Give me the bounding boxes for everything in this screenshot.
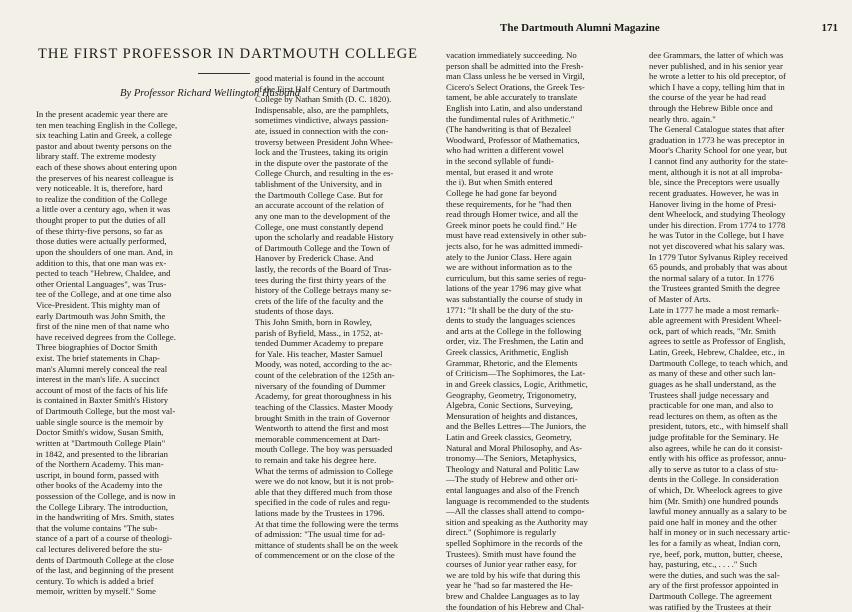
- text-line: Mensuration of heights and distances,: [446, 410, 578, 421]
- text-line: man Class unless he be versed in Virgil,: [446, 71, 585, 82]
- text-line: ary of the first professor appointed in: [649, 580, 779, 591]
- text-line: Latin and Greek classics, Geometry,: [446, 431, 572, 442]
- text-line: College Church, and resulting in the es-: [255, 168, 394, 179]
- text-line: read through Homer twice, and all the: [446, 209, 578, 220]
- magazine-name: The Dartmouth Alumni Magazine: [500, 22, 660, 34]
- text-line: Vice-President. This mighty man of: [36, 299, 161, 310]
- text-line: were we do not know, but it is not prob-: [255, 476, 394, 487]
- text-line: troversy between President John Whee-: [255, 136, 393, 147]
- text-line: dents to study the languages sciences: [446, 315, 576, 326]
- text-line: of Criticism—The Sophimores, the Lat-: [446, 368, 586, 379]
- text-line: possession of the College, and is now in: [36, 490, 176, 501]
- text-line: upon the scholarly and readable History: [255, 232, 394, 243]
- text-line: Doctor Smith's widow, Susan Smith,: [36, 427, 164, 438]
- text-line: Dartmouth College. The agreement: [649, 591, 772, 602]
- text-line: able agreement with President Wheel-: [649, 315, 782, 326]
- text-line: tended Dummer Academy to prepare: [255, 338, 384, 349]
- text-line: College he had gone far beyond: [446, 187, 557, 198]
- text-line: not yet discovered what his salary was.: [649, 240, 785, 251]
- text-line: and the Belles Lettres—The Juniors, the: [446, 421, 586, 432]
- text-line: was ratified by the Trustees at their: [649, 601, 772, 612]
- text-line: brew and Chaldee Languages as to lay: [446, 591, 580, 602]
- article-title: THE FIRST PROFESSOR IN DARTMOUTH COLLEGE: [38, 46, 419, 62]
- text-line: At that time the following were the terms: [255, 518, 399, 529]
- text-line: Theology and Natural and Politic Law: [446, 463, 580, 474]
- text-line: 1771: "It shall be the duty of the stu-: [446, 304, 574, 315]
- text-line: tament, be able accurately to translate: [446, 92, 578, 103]
- text-line: order, viz. The Freshmen, the Latin and: [446, 336, 584, 347]
- text-line: interest in the man's life. A succinct: [36, 374, 160, 385]
- text-line: The General Catalogue states that after: [649, 124, 785, 135]
- text-line: lastly, the records of the Board of Trus-: [255, 263, 392, 274]
- text-line: In 1779 Tutor Sylvanus Ripley received: [649, 251, 788, 262]
- text-line: pastor and about twenty persons on the: [36, 140, 172, 151]
- text-line: mouth College. The boy was persuaded: [255, 444, 393, 455]
- text-line: of Dartmouth College, but the most val-: [36, 406, 176, 417]
- text-line: we are told by his wife that during this: [446, 569, 581, 580]
- text-line: of Master of Arts.: [649, 294, 711, 305]
- text-line: half in money or in such necessary artic-: [649, 527, 791, 538]
- text-line: vacation immediately succeeding. No: [446, 50, 577, 60]
- text-line: first of the nine men of that name who: [36, 321, 170, 332]
- text-line: uscript, in bound form, passed with: [36, 469, 159, 480]
- text-line: for Yale. His teacher, Master Samuel: [255, 348, 383, 359]
- text-line: practicable for one man, and also to: [649, 400, 774, 411]
- text-line: courses of Junior year rather easy, for: [446, 559, 577, 570]
- text-column-2: [255, 73, 440, 561]
- text-line: Moor's Charity School for one year, but: [649, 145, 788, 156]
- text-line: Greek classics, Arithmetic, English: [446, 347, 569, 358]
- text-line: which I have a copy, telling him that in: [649, 81, 785, 92]
- text-line: these requirements, for he "had then: [446, 198, 572, 209]
- text-line: What the terms of admission to College: [255, 465, 394, 476]
- text-line: the normal salary of a tutor. In 1776: [649, 272, 774, 283]
- text-line: mittance of students shall be on the week: [255, 539, 399, 550]
- text-line: recent graduates. However, he was in: [649, 187, 779, 198]
- text-line: stance of a part of a course of theologi-: [36, 533, 173, 544]
- text-line: dent Wheelock, and studying Theology: [649, 209, 786, 220]
- text-line: able that they differed much from those: [255, 486, 393, 497]
- text-line: Hanover living in the home of Presi-: [649, 198, 777, 209]
- text-line: College, one must constantly depend: [255, 221, 384, 232]
- text-line: sometimes vindictive, always passion-: [255, 115, 389, 126]
- text-line: lawful money annually as a salary to be: [649, 506, 787, 517]
- text-line: graduation in 1773 he was preceptor in: [649, 134, 785, 145]
- text-line: hay, pasturing, etc., . . . ." Such: [649, 559, 757, 570]
- text-line: Latin, Greek, Hebrew, Chaldee, etc., in: [649, 347, 785, 358]
- text-line: sition and speaking as the Authority may: [446, 516, 588, 527]
- text-line: ately to the Junior Class. Here again: [446, 251, 572, 262]
- text-line: College by Nathan Smith (D. C. 1820).: [255, 94, 392, 105]
- text-line: through the Hebrew Bible once and: [649, 103, 773, 114]
- text-line: Algebra, Conic Sections, Surveying,: [446, 400, 573, 411]
- text-line: rye, beef, pork, mutton, butter, cheese,: [649, 548, 783, 559]
- text-line: the Dartmouth College Case. But for: [255, 189, 383, 200]
- text-line: tee of the College, and at one time also: [36, 289, 172, 300]
- text-line: ble, since the Preceptors were usually: [649, 177, 780, 188]
- text-line: spelled Sophimore in the records of the: [446, 538, 583, 549]
- text-line: upon the shoulders of one man. And, in: [36, 246, 173, 257]
- text-line: brought Smith in the train of Governor: [255, 412, 390, 423]
- text-line: teaching of the Classics. Master Moody: [255, 401, 394, 412]
- text-line: tronomy—The Seniors, Metaphysics,: [446, 453, 577, 464]
- text-line: six teaching Latin and Greek, a college: [36, 130, 172, 141]
- text-line: of which, Dr. Wheelock agrees to give: [649, 484, 783, 495]
- text-line: Trustees shall judge necessary and: [649, 389, 769, 400]
- text-line: other Oriental Languages", was Trus-: [36, 278, 167, 289]
- text-line: of the First Half Century of Dartmouth: [255, 83, 391, 94]
- text-line: a little over a century ago, when it was: [36, 204, 171, 215]
- text-line: to remain and take his degree here.: [255, 454, 377, 465]
- text-line: other books of the Academy into the: [36, 480, 163, 491]
- text-line: any one man to the development of the: [255, 210, 391, 221]
- text-line: of admission: "The usual time for ad-: [255, 529, 385, 540]
- text-line: thought proper to put the duties of all: [36, 215, 166, 226]
- text-line: were the duties, and such was the sal-: [649, 569, 780, 580]
- text-line: memorable commencement at Dart-: [255, 433, 381, 444]
- text-line: ment, although it is not at all improba-: [649, 166, 783, 177]
- text-line: tees during the first thirty years of the: [255, 274, 386, 285]
- text-line: of these thirty-five persons, so far as: [36, 225, 163, 236]
- text-line: curriculum, but this same series of regu-: [446, 272, 587, 283]
- text-line: les for a family as wheat, Indian corn,: [649, 538, 781, 549]
- text-line: and arts at the College in the following: [446, 325, 582, 336]
- text-line: uable single source is the memoir by: [36, 416, 164, 427]
- text-line: niversary of the founding of Dummer: [255, 380, 386, 391]
- text-line: Indispensable, also, are the pamphlets,: [255, 104, 389, 115]
- text-line: those duties were actually performed,: [36, 236, 167, 247]
- text-line: ently with his office as professor, annu-: [649, 453, 787, 464]
- text-line: account of most of the facts of his life: [36, 384, 168, 395]
- text-line: the fundimental rules of Arithmetic.": [446, 113, 575, 124]
- text-line: read lectures on them, as often as the: [649, 410, 778, 421]
- text-line: (The handwriting is that of Bezaleel: [446, 124, 572, 135]
- page-number: 171: [821, 22, 838, 34]
- text-line: person shall be admitted into the Fresh-: [446, 60, 584, 71]
- text-line: also agrees, while he can do it consist-: [649, 442, 783, 453]
- text-line: he was Tutor in the College, but I have: [649, 230, 784, 241]
- text-line: in the handwriting of Mrs. Smith, states: [36, 512, 175, 523]
- text-line: lations made by the Trustees in 1796.: [255, 507, 385, 518]
- text-line: century. To which is added a brief: [36, 575, 154, 586]
- text-line: who had written a different vowel: [446, 145, 564, 156]
- text-line: exist. The brief statements in Chap-: [36, 353, 160, 364]
- text-line: of the Northern Academy. This man-: [36, 459, 164, 470]
- text-line: in 1842, and presented to the librarian: [36, 448, 168, 459]
- text-line: In the present academic year there are: [36, 109, 168, 119]
- text-line: guages as he shall understand, as the: [649, 378, 777, 389]
- text-line: Woodward, Professor of Mathematics,: [446, 134, 580, 145]
- text-line: Natural and Moral Philosophy, and As-: [446, 442, 583, 453]
- text-line: Late in 1777 he made a most remark-: [649, 304, 780, 315]
- text-line: never published, and in his senior year: [649, 60, 783, 71]
- text-line: count of the celebration of the 125th an-: [255, 370, 395, 381]
- text-line: history of the College betrays many se-: [255, 285, 392, 296]
- text-line: parish of Byfield, Mass., in 1752, at-: [255, 327, 383, 338]
- text-line: the i). But when Smith entered: [446, 177, 553, 188]
- text-line: direct." (Sophimore is regularly: [446, 527, 557, 538]
- article-byline: By Professor Richard Wellington Husband: [120, 88, 301, 99]
- text-line: him (Mr. Smith) one hundred pounds: [649, 495, 779, 506]
- text-line: the preserves of his nearest colleague is: [36, 172, 174, 183]
- text-line: judge profitable for the Seminary. He: [649, 431, 779, 442]
- text-line: Trustees). Smith must have found the: [446, 548, 576, 559]
- text-line: he wrote a letter to his old preceptor, of: [649, 71, 786, 82]
- text-line: specified in the code of rules and regu-: [255, 497, 391, 508]
- text-line: early Dartmouth was John Smith, the: [36, 310, 166, 321]
- text-line: paid one half in money and the other: [649, 516, 777, 527]
- text-line: students of those days.: [255, 306, 334, 317]
- text-line: the foundation of his Hebrew and Chal-: [446, 601, 584, 612]
- text-line: good material is found in the account: [255, 73, 385, 83]
- text-line: as many of these and other such lan-: [649, 368, 776, 379]
- text-line: is contained in Baxter Smith's History: [36, 395, 169, 406]
- text-line: Dartmouth College, to teach which, and: [649, 357, 788, 368]
- text-line: This John Smith, born in Rowley,: [255, 317, 372, 328]
- text-line: dents of Dartmouth College at the close: [36, 554, 174, 565]
- text-line: in the second syllable of fundi-: [446, 156, 554, 167]
- text-line: Wentworth to attend the first and most: [255, 423, 389, 434]
- text-line: —All the classes shall attend to compo-: [446, 506, 585, 517]
- text-line: 65 pounds, and probably that was about: [649, 262, 788, 273]
- text-line: pected to teach "Hebrew, Chaldee, and: [36, 268, 171, 279]
- text-line: cal lectures delivered before the stu-: [36, 543, 163, 554]
- text-line: ock, part of which reads, "Mr. Smith: [649, 325, 776, 336]
- text-line: Academy, for great thoroughness in his: [255, 391, 392, 402]
- text-line: Grammar, Rhetoric, and the Elements: [446, 357, 578, 368]
- text-line: English into Latin, and also understand: [446, 103, 583, 114]
- text-column-3: [446, 50, 642, 612]
- text-line: man's Alumni merely conceal the real: [36, 363, 168, 374]
- text-line: jects also, for he was admitted immedi-: [446, 240, 583, 251]
- text-line: the College Library. The introduction,: [36, 501, 168, 512]
- text-line: was substantially the course of study in: [446, 294, 583, 305]
- text-line: year he "had so far mastered the He-: [446, 580, 573, 591]
- text-line: dents in the College. In consideration: [649, 474, 779, 485]
- title-rule: [198, 73, 250, 74]
- text-line: in the dispute over the pastorate of the: [255, 157, 388, 168]
- text-line: ental languages and also of the French: [446, 484, 580, 495]
- text-line: we are without information as to the: [446, 262, 572, 273]
- text-line: Geography, Geometry, Trigonometry,: [446, 389, 577, 400]
- text-line: mental, but erased it and wrote: [446, 166, 554, 177]
- text-line: I cannot find any authority for the state-: [649, 156, 788, 167]
- text-column-4: [649, 50, 841, 612]
- text-line: of Dartmouth College and the Town of: [255, 242, 390, 253]
- text-line: Hanover by Frederick Chase. And: [255, 253, 374, 264]
- text-line: must have read extensively in other sub-: [446, 230, 587, 241]
- text-line: written at "Dartmouth College Plain": [36, 437, 166, 448]
- text-line: nearly thro. again.": [649, 113, 716, 124]
- text-line: president, tutors, etc., with himself shall: [649, 421, 789, 432]
- running-head: [500, 22, 838, 36]
- text-line: crets of the life of the faculty and the: [255, 295, 384, 306]
- text-line: agrees to settle as Professor of English,: [649, 336, 786, 347]
- text-line: —The study of Hebrew and other ori-: [446, 474, 578, 485]
- text-line: the Trustees granted Smith the degree: [649, 283, 781, 294]
- text-line: tablishment of the University, and in: [255, 179, 382, 190]
- text-line: an accurate account of the relation of: [255, 200, 384, 211]
- text-line: dee Grammars, the latter of which was: [649, 50, 784, 60]
- text-line: Moody, was noted, according to the ac-: [255, 359, 392, 370]
- text-line: under his direction. From 1774 to 1778: [649, 219, 786, 230]
- text-line: memoir, written by myself." Some: [36, 586, 156, 597]
- text-line: to realize the condition of the College: [36, 193, 168, 204]
- text-line: very noticeable. It is, therefore, hard: [36, 183, 163, 194]
- text-line: ate, issued in connection with the con-: [255, 126, 389, 137]
- text-line: language is recommended to the students: [446, 495, 590, 506]
- text-line: ten men teaching English in the College,: [36, 119, 178, 130]
- text-line: ally to serve as tutor to a class of stu-: [649, 463, 779, 474]
- text-line: that the volume contains "The sub-: [36, 522, 158, 533]
- text-line: lock and the Trustees, taking its origin: [255, 147, 388, 158]
- text-line: Three biographies of Doctor Smith: [36, 342, 158, 353]
- text-line: Greek minor poets he could find." He: [446, 219, 577, 230]
- text-column-1: [36, 109, 248, 597]
- text-line: have received degrees from the College.: [36, 331, 176, 342]
- text-line: each of these shows about entering upon: [36, 162, 177, 173]
- text-line: library staff. The extreme modesty: [36, 151, 157, 162]
- text-line: of the last, and beginning of the present: [36, 565, 174, 576]
- text-line: in and Greek classics, Logic, Arithmetic,: [446, 378, 588, 389]
- text-line: Cicero's Select Orations, the Greek Tes-: [446, 81, 585, 92]
- text-line: addition to this, that one man was ex-: [36, 257, 167, 268]
- text-line: the course of the year he had read: [649, 92, 766, 103]
- text-line: lations of the year 1796 may give what: [446, 283, 582, 294]
- text-line: of commencement or on the close of the: [255, 550, 395, 561]
